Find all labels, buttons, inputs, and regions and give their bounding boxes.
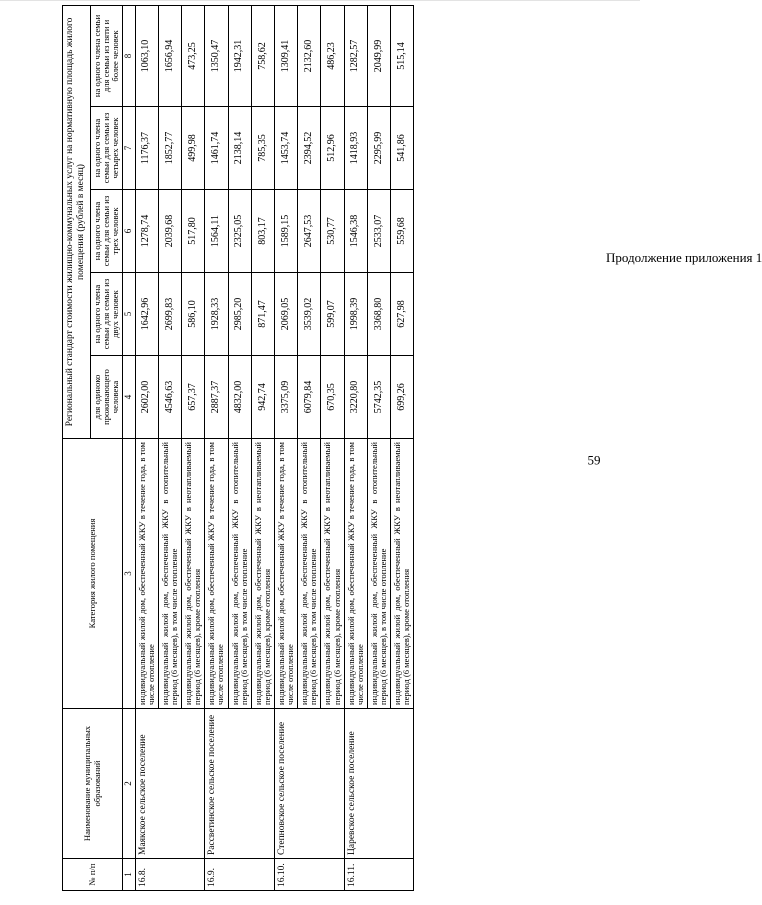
value-cell: 1063,10 [135,5,158,106]
value-cell: 559,68 [391,190,414,273]
value-cell: 670,35 [321,356,344,439]
value-cell: 1461,74 [205,107,228,190]
value-cell: 4832,00 [228,356,251,439]
column-number: 7 [123,107,136,190]
value-cell: 657,37 [182,356,205,439]
value-cell: 473,25 [182,5,205,106]
column-number: 6 [123,190,136,273]
row-number: 16.11. [344,859,414,891]
value-cell: 541,86 [391,107,414,190]
header-np: № п/п [63,859,123,891]
value-cell: 758,62 [251,5,274,106]
table-row [344,5,367,890]
column-number-row [123,5,136,890]
value-cell: 515,14 [391,5,414,106]
value-cell: 1453,74 [274,107,297,190]
category-cell: индивидуальный жилой дом, обеспеченный ЖКУ в отопительный период (6 месяцев), в том числе отопление [228,439,251,709]
value-cell: 627,98 [391,273,414,356]
value-cell: 2887,37 [205,356,228,439]
column-number: 4 [123,356,136,439]
value-cell: 1998,39 [344,273,367,356]
category-cell: индивидуальный жилой дом, обеспеченный ЖКУ в течение года, в том числе отопление [274,439,297,709]
value-cell: 3368,80 [367,273,390,356]
value-cell: 2069,05 [274,273,297,356]
category-cell: индивидуальный жилой дом, обеспеченный ЖКУ в неотапливаемый период (6 месяцев), кроме отопления [251,439,274,709]
value-cell: 2325,05 [228,190,251,273]
value-cell: 1176,37 [135,107,158,190]
value-cell: 803,17 [251,190,274,273]
header-col-four: на одного члена семьи для семьи из четырех человек [90,107,122,190]
municipality-name: Рассветинское сельское поселение [205,709,275,859]
value-cell: 1278,74 [135,190,158,273]
value-cell: 1546,38 [344,190,367,273]
category-cell: индивидуальный жилой дом, обеспеченный ЖКУ в отопительный период (6 месяцев), в том числе отопление [298,439,321,709]
value-cell: 2699,83 [158,273,181,356]
value-cell: 1350,47 [205,5,228,106]
value-cell: 499,98 [182,107,205,190]
value-cell: 1852,77 [158,107,181,190]
row-number: 16.9. [205,859,275,891]
value-cell: 3375,09 [274,356,297,439]
value-cell: 2985,20 [228,273,251,356]
header-col-two: на одного члена семьи для семьи из двух человек [90,273,122,356]
column-number: 5 [123,273,136,356]
header-col-single: для одиноко проживающего человека [90,356,122,439]
value-cell: 2602,00 [135,356,158,439]
column-number: 8 [123,5,136,106]
value-cell: 942,74 [251,356,274,439]
category-cell: индивидуальный жилой дом, обеспеченный ЖКУ в течение года, в том числе отопление [135,439,158,709]
value-cell: 5742,35 [367,356,390,439]
appendix-title: Продолжение приложения 1 [606,250,762,265]
header-category: Категория жилого помещения [63,439,123,709]
value-cell: 2132,60 [298,5,321,106]
table-row [135,5,158,890]
column-number: 2 [123,709,136,859]
value-cell: 2295,99 [367,107,390,190]
value-cell: 3539,02 [298,273,321,356]
municipality-name: Маякское сельское поселение [135,709,205,859]
value-cell: 530,77 [321,190,344,273]
row-number: 16.8. [135,859,205,891]
value-cell: 1418,93 [344,107,367,190]
category-cell: индивидуальный жилой дом, обеспеченный ЖКУ в неотапливаемый период (6 месяцев), кроме отопления [391,439,414,709]
value-cell: 2039,68 [158,190,181,273]
category-cell: индивидуальный жилой дом, обеспеченный ЖКУ в отопительный период (6 месяцев), в том числе отопление [158,439,181,709]
header-col-five: на одного члена семьи для семьи из пяти и более человек [90,5,122,106]
municipality-name: Царевское сельское поселение [344,709,414,859]
value-cell: 3220,80 [344,356,367,439]
header-municipality: Наименование муниципальных образований [63,709,123,859]
category-cell: индивидуальный жилой дом, обеспеченный ЖКУ в неотапливаемый период (6 месяцев), кроме отопления [182,439,205,709]
value-cell: 699,26 [391,356,414,439]
municipality-name: Степновское сельское поселение [274,709,344,859]
value-cell: 2394,52 [298,107,321,190]
table-row [274,5,297,890]
column-number: 3 [123,439,136,709]
value-cell: 6079,84 [298,356,321,439]
value-cell: 1589,15 [274,190,297,273]
value-cell: 1282,57 [344,5,367,106]
row-number: 16.10. [274,859,344,891]
header-col-three: на одного члена семьи для семьи из трех человек [90,190,122,273]
category-cell: индивидуальный жилой дом, обеспеченный ЖКУ в неотапливаемый период (6 месяцев), кроме отопления [321,439,344,709]
value-cell: 785,35 [251,107,274,190]
value-cell: 2138,14 [228,107,251,190]
page-number: 59 [587,452,601,468]
value-cell: 871,47 [251,273,274,356]
category-cell: индивидуальный жилой дом, обеспеченный ЖКУ в течение года, в том числе отопление [344,439,367,709]
value-cell: 1642,96 [135,273,158,356]
value-cell: 517,80 [182,190,205,273]
header-standard-group: Региональный стандарт стоимости жилищно-коммунальных услуг на нормативную площадь жилого помещения (рублей в месяц) [63,5,91,438]
value-cell: 586,10 [182,273,205,356]
value-cell: 1942,31 [228,5,251,106]
category-cell: индивидуальный жилой дом, обеспеченный ЖКУ в течение года, в том числе отопление [205,439,228,709]
value-cell: 1309,41 [274,5,297,106]
value-cell: 599,07 [321,273,344,356]
value-cell: 1564,11 [205,190,228,273]
category-cell: индивидуальный жилой дом, обеспеченный ЖКУ в отопительный период (6 месяцев), в том числе отопление [367,439,390,709]
value-cell: 4546,63 [158,356,181,439]
value-cell: 512,96 [321,107,344,190]
value-cell: 1656,94 [158,5,181,106]
value-cell: 1928,33 [205,273,228,356]
column-number: 1 [123,859,136,891]
value-cell: 2049,99 [367,5,390,106]
standard-table [62,5,414,891]
value-cell: 2533,07 [367,190,390,273]
value-cell: 486,23 [321,5,344,106]
value-cell: 2647,53 [298,190,321,273]
table-row [205,5,228,890]
